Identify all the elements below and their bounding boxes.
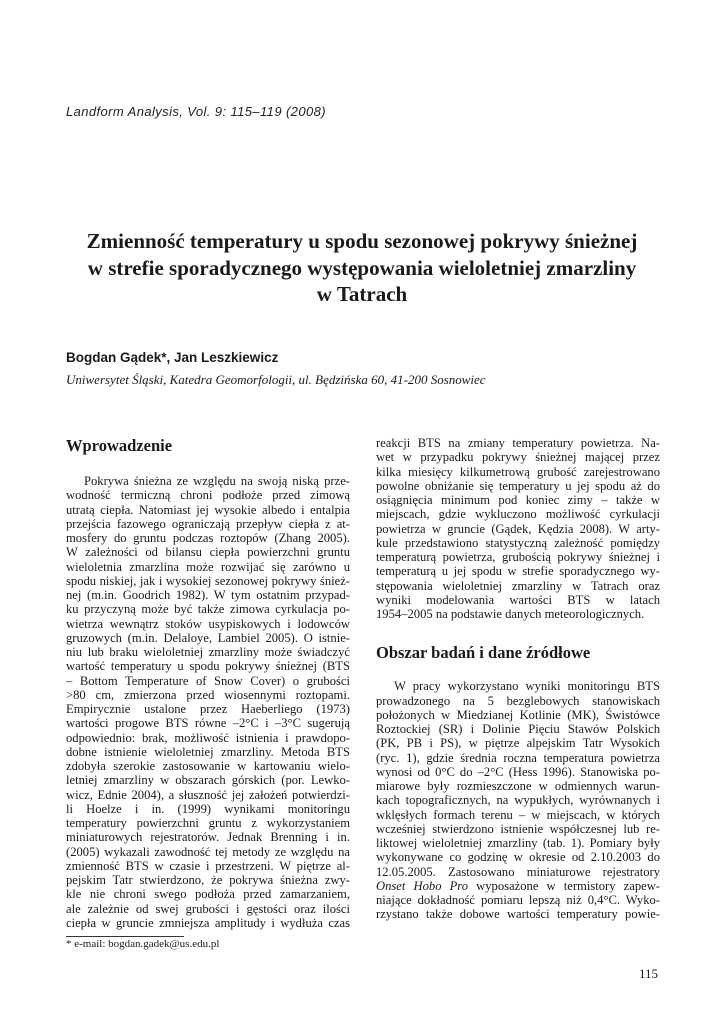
article-title: [60, 228, 664, 308]
text-line: (2005) wykazali zawodność tej metody ze względu na: [66, 844, 350, 859]
text-line: gruzowych (m.in. Delaloye, Lambiel 2005). O istnie-: [66, 630, 350, 645]
footnote-rule: [66, 936, 184, 937]
text-line: prowadzonego na 5 bezglebowych stanowiskach: [376, 693, 660, 708]
text-line: stępowania wieloletniej zmarzliny w Tatrach oraz: [376, 578, 660, 593]
text-line: li Hoelze i in. (1999) wynikami monitoringu: [66, 801, 350, 816]
text-line: Pokrywa śnieżna ze względu na swoją niską prze-: [84, 474, 350, 488]
section-heading-study-area: Obszar badań i dane źródłowe: [376, 643, 591, 663]
text-line: wykonywane co godzinę w okresie od 2.10.2003 do: [376, 850, 660, 865]
text-line: powolne obniżanie się temperatury u jej spodu aż do: [376, 478, 660, 493]
text-line: kilka miesięcy kilkumetrową grubość zarejestrowano: [376, 464, 660, 479]
text-line: wynosi od 0°C do –2°C (Hess 1996). Stanowiska po-: [376, 764, 660, 779]
title-line: Zmienność temperatury u spodu sezonowej pokrywy śnieżnej: [86, 229, 638, 253]
text-line: niu lub braku wieloletniej zmarzliny może świadczyć: [66, 645, 350, 659]
text-line: pejskim Tatr stwierdzono, że pokrywa śnieżna zwy-: [66, 873, 350, 887]
title-line: w strefie sporadycznego występowania wieloletniej zmarzliny: [87, 255, 637, 280]
text-line: – Bottom Temperature of Snow Cover) o grubości: [66, 673, 350, 688]
page-number: 115: [638, 966, 658, 981]
text-line: W pracy wykorzystano wyniki monitoringu BTS: [394, 679, 660, 694]
text-line: odpowiednio: brak, możliwość istnienia i prawdopo-: [66, 730, 350, 745]
text-line: (ryc. 1), gdzie średnia roczna temperatura powietrza: [376, 750, 660, 765]
text-line: osiągnięcia minimum pod koniec zimy – także w: [376, 493, 660, 507]
text-line: zmienność BTS w czasie i przestrzeni. W piętrze al-: [66, 858, 350, 873]
text-line: >80 cm, zmierzona przed wiosennymi roztopami.: [66, 687, 350, 702]
text-line: kle nie chroni swego podłoża przed zamarzaniem,: [66, 887, 350, 902]
right-column: [376, 436, 660, 922]
text-line: temperaturą powietrza, grubością pokrywy śnieżnej i: [376, 550, 660, 564]
text-line: dobne istnienie wieloletniej zmarzliny. Metoda BTS: [66, 744, 350, 759]
text-line: wklęsłych formach terenu – w miejscach, w których: [376, 807, 660, 822]
text-line-rest: wyposażone w termistory zapew-: [468, 878, 660, 893]
title-line: w Tatrach: [316, 282, 408, 306]
paragraph-introduction-continued: [376, 436, 660, 621]
logger-model-name: Onset Hobo Pro: [376, 878, 469, 893]
text-line: niające dokładność pomiaru lepszą niż 0,4°C. Wyko-: [376, 893, 660, 907]
text-line: ciepła w gruncie zmniejsza amplitudy i wydłuża czas: [66, 915, 350, 930]
text-line: miniaturowych rejestratorów. Jednak Brenning i in.: [66, 830, 350, 845]
text-line: reakcji BTS na zmiany temperatury powietrza. Na-: [376, 436, 660, 450]
text-line: (PK, PB i PS), w piętrze alpejskim Tatr Wysokich: [376, 736, 660, 751]
text-line: wietrza wewnątrz stoków usypiskowych i lodowców: [66, 616, 350, 631]
text-line: temperaturą u jej spodu w strefie sporadycznego wy-: [376, 564, 660, 579]
text-line: 12.05.2005. Zastosowano miniaturowe rejestratory: [376, 864, 660, 879]
text-line: utratą ciepła. Natomiast jej wysokie albedo i entalpia: [66, 502, 350, 517]
text-line: Empirycznie ustalone przez Haeberliego (1973): [66, 702, 350, 716]
text-line: wartość temperatury u spodu pokrywy śnieżnej (BTS: [66, 659, 350, 674]
text-line: wodność termiczną chroni podłoże przed zimową: [66, 488, 350, 503]
text-line: [376, 879, 660, 893]
text-line: wet w przypadku pokrywy śnieżnej mającej przez: [376, 450, 660, 465]
text-line: rzystano także dobowe wartości temperatury powie-: [376, 907, 660, 922]
text-line: ale zależnie od swej grubości i gęstości oraz ilości: [66, 901, 350, 916]
text-line: położonych w Miedzianej Kotlinie (MK), Świstówce: [376, 707, 660, 722]
text-line: ku przyczyną może być także zimowa cyrkulacja po-: [66, 602, 350, 617]
text-line: temperatury powierzchni gruntu z wykorzystaniem: [66, 816, 350, 830]
text-line: Roztockiej (SR) i Dolinie Pięciu Stawów Polskich: [376, 722, 660, 736]
text-line: W zależności od bilansu ciepła powierzchni gruntu: [66, 545, 350, 560]
text-line: nej (m.in. Goodrich 1982). W tym ostatnim przypad-: [66, 588, 350, 602]
text-line: wieloletnia zmarzlina może rozwijać się zarówno u: [66, 559, 350, 574]
paragraph-study-area: [376, 679, 660, 921]
text-line: przejścia fazowego ograniczają przepływ ciepła z at-: [66, 516, 350, 531]
text-line: wcześniej stwierdzono istnienie współczesnej lub re-: [376, 821, 660, 836]
footnote-email: * e-mail: bogdan.gadek@us.edu.pl: [66, 938, 220, 950]
text-line: zdobyła szerokie zastosowanie w kartowaniu wielo-: [66, 759, 350, 773]
text-line: wicz, Ednie 2004), a słuszność jej założeń potwierdzi-: [66, 787, 350, 802]
text-line: mosfery do gruntu podczas roztopów (Zhang 2005).: [66, 531, 350, 545]
paragraph-introduction: [66, 474, 350, 930]
text-line: liktowej wieloletniej zmarzliny (tab. 1). Pomiary były: [376, 836, 660, 850]
text-line: spodu niskiej, jak i wysokiej sezonowej pokrywy śnież-: [66, 573, 350, 588]
left-column: [66, 436, 350, 930]
text-line: wartości progowe BTS równe –2°C i –3°C sugerują: [66, 716, 350, 731]
authors: Bogdan Gądek*, Jan Leszkiewicz: [66, 350, 279, 365]
text-line: miejscach, gdzie wykluczono możliwość cyrkulacji: [376, 507, 660, 522]
journal-reference: Landform Analysis, Vol. 9: 115–119 (2008): [66, 104, 326, 119]
text-line: letniej zmarzliny w obszarach górskich (por. Lewko-: [66, 773, 350, 788]
section-heading-introduction: Wprowadzenie: [66, 436, 173, 455]
text-line: miarowe były rozmieszczone w odmiennych warun-: [376, 779, 660, 793]
text-line: kule przedstawiono statystyczną zależność pomiędzy: [376, 535, 660, 550]
text-line: 1954–2005 na podstawie danych meteorologicznych.: [376, 607, 645, 621]
text-line: kach topograficznych, na wypukłych, wyrównanych i: [376, 793, 660, 808]
text-line: wyniki modelowania wartości BTS w latach: [376, 592, 660, 607]
text-line: powietrza w gruncie (Gądek, Kędzia 2008). W arty-: [376, 521, 660, 536]
affiliation: Uniwersytet Śląski, Katedra Geomorfologii, ul. Będzińska 60, 41-200 Sosnowiec: [66, 372, 486, 387]
